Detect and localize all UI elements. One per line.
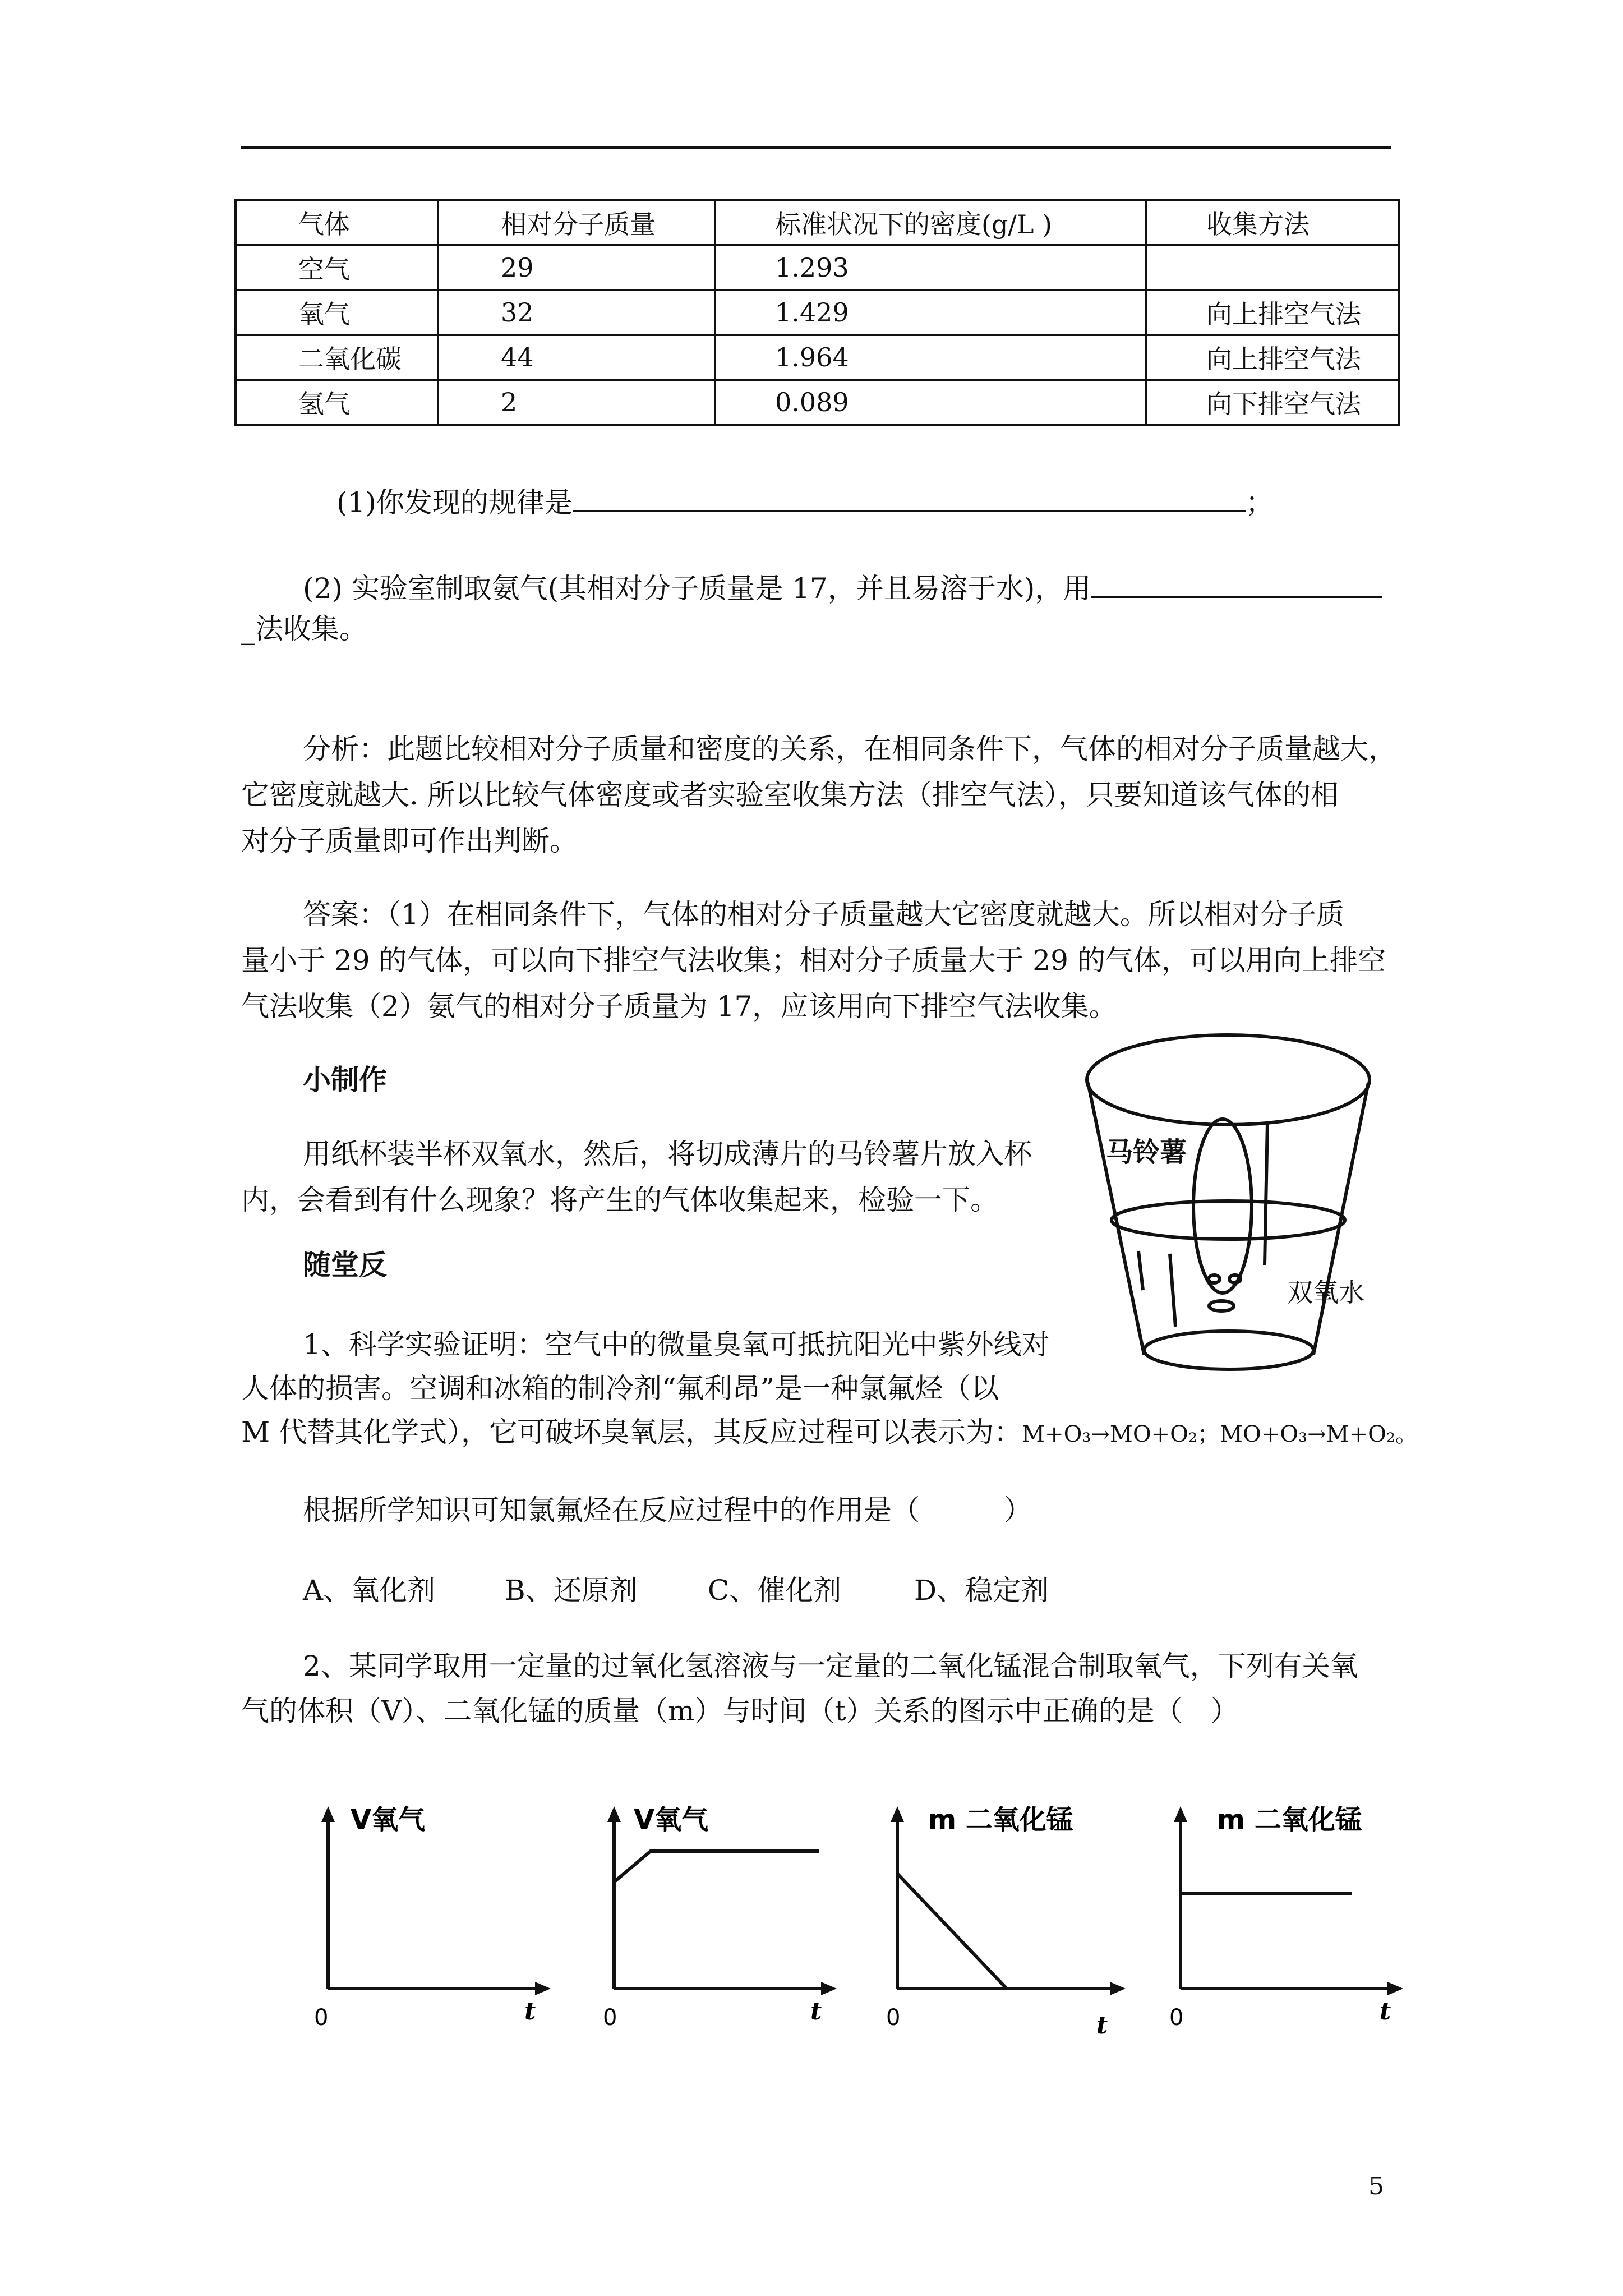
page-number: 5 — [1368, 2172, 1384, 2201]
table-row — [236, 380, 1399, 425]
oxygen-volume-curve — [614, 1851, 819, 1882]
x-axis-arrow — [821, 1982, 837, 1995]
table-cell: 44 — [438, 335, 715, 380]
table-header-row — [236, 200, 1399, 245]
x-axis-label: t — [1380, 1997, 1391, 2026]
problem-2-line: 气的体积（V）、二氧化锰的质量（m）与时间（t）关系的图示中正确的是（ ） — [241, 1695, 1239, 1727]
straw-line — [1265, 1122, 1267, 1265]
origin-label: 0 — [886, 2005, 901, 2031]
liquid-surface — [1112, 1201, 1345, 1239]
table-row — [236, 335, 1399, 380]
table-cell: 1.429 — [715, 290, 1146, 335]
problem-1-line3 — [241, 1418, 1418, 1446]
option-d: D、稳定剂 — [914, 1574, 1049, 1607]
table-row — [236, 245, 1399, 290]
graph-b — [589, 1795, 858, 2031]
table-cell: 1.293 — [715, 245, 1146, 290]
problem-1-line: 1、科学实验证明：空气中的微量臭氧可抵抗阳光中紫外线对 — [303, 1328, 1050, 1361]
y-axis-arrow — [607, 1806, 621, 1822]
equation-1: M+O₃→MO+O₂； — [1022, 1421, 1220, 1447]
graph-a — [303, 1795, 572, 2031]
x-axis-arrow — [1110, 1982, 1126, 1995]
craft-line: 内，会看到有什么现象？将产生的气体收集起来，检验一下。 — [241, 1184, 998, 1216]
y-axis-label: m 二氧化锰 — [1217, 1804, 1362, 1835]
graph-d — [1155, 1795, 1430, 2031]
question-1-text: (1)你发现的规律是 — [336, 486, 573, 519]
table-cell: 氧气 — [236, 290, 438, 335]
bubble — [1229, 1275, 1241, 1283]
answer-blank — [1091, 571, 1382, 598]
table-cell: 向上排空气法 — [1146, 290, 1399, 335]
table-cell: 空气 — [236, 245, 438, 290]
cup-rim — [1087, 1035, 1370, 1125]
x-axis-arrow — [535, 1982, 551, 1995]
answer-line: 量小于 29 的气体，可以向下排空气法收集；相对分子质量大于 29 的气体，可以用向上排空 — [241, 944, 1386, 977]
analysis-line: 分析：此题比较相对分子质量和密度的关系，在相同条件下，气体的相对分子质量越大， — [303, 733, 1396, 765]
answer-blank — [573, 485, 1246, 512]
question-1 — [336, 485, 1274, 517]
analysis-line: 对分子质量即可作出判断。 — [241, 825, 578, 857]
option-a: A、氧化剂 — [303, 1574, 436, 1607]
table-row — [236, 290, 1399, 335]
x-axis-arrow — [1387, 1982, 1403, 1995]
question-2-line1 — [303, 571, 1382, 605]
question-1-end: ； — [1245, 486, 1274, 519]
question-2-text: (2) 实验室制取氨气(其相对分子质量是 17，并且易溶于水)，用 — [303, 572, 1091, 605]
x-axis-label: t — [810, 1997, 822, 2026]
table-header-cell: 标准状况下的密度(g/L ) — [715, 200, 1146, 245]
problem-1-text: M 代替其化学式），它可破坏臭氧层，其反应过程可以表示为： — [241, 1416, 1022, 1448]
cup-left-side — [1088, 1083, 1144, 1355]
table-cell: 向下排空气法 — [1146, 380, 1399, 425]
y-axis-label: V氧气 — [351, 1804, 426, 1835]
answer-line: 答案：（1）在相同条件下，气体的相对分子质量越大它密度就越大。所以相对分子质 — [303, 898, 1344, 931]
y-axis-label: m 二氧化锰 — [928, 1804, 1073, 1835]
table-header-cell: 相对分子质量 — [438, 200, 715, 245]
graph-c — [872, 1795, 1152, 2042]
option-b: B、还原剂 — [505, 1574, 638, 1607]
analysis-line: 它密度就越大. 所以比较气体密度或者实验室收集方法（排空气法），只要知道该气体的相 — [241, 779, 1339, 811]
equation-2: MO+O₃→M+O₂。 — [1220, 1421, 1418, 1447]
question-2-line2: _法收集。 — [241, 613, 367, 645]
table-cell: 32 — [438, 290, 715, 335]
origin-label: 0 — [1169, 2005, 1184, 2031]
craft-title: 小制作 — [303, 1063, 387, 1096]
gas-properties-table — [234, 199, 1400, 426]
table-header-cell: 气体 — [236, 200, 438, 245]
bubble — [1209, 1275, 1220, 1283]
cup-right-side — [1313, 1083, 1368, 1355]
table-cell — [1146, 245, 1399, 290]
header-rule — [241, 146, 1391, 149]
table-cell: 二氧化碳 — [236, 335, 438, 380]
table-cell: 氢气 — [236, 380, 438, 425]
table-cell: 29 — [438, 245, 715, 290]
problem-1-line: 人体的损害。空调和冰箱的制冷剂“氟利昂”是一种氯氟烃（以 — [241, 1372, 999, 1405]
origin-label: 0 — [314, 2005, 329, 2031]
x-axis-label: t — [524, 1997, 536, 2026]
bubble — [1209, 1301, 1234, 1311]
craft-line: 用纸杯装半杯双氧水，然后，将切成薄片的马铃薯片放入杯 — [303, 1138, 1032, 1170]
problem-2-line: 2、某同学取用一定量的过氧化氢溶液与一定量的二氧化锰混合制取氧气，下列有关氧 — [303, 1650, 1358, 1682]
table-cell: 2 — [438, 380, 715, 425]
table-header-cell: 收集方法 — [1146, 200, 1399, 245]
origin-label: 0 — [603, 2005, 617, 2031]
paper-cup-illustration — [1071, 1027, 1385, 1374]
mno2-mass-curve — [897, 1874, 1007, 1989]
y-axis-arrow — [1174, 1806, 1187, 1822]
potato-label: 马铃薯 — [1106, 1137, 1187, 1168]
bubble-trail — [1170, 1254, 1175, 1327]
hydrogen-peroxide-label: 双氧水 — [1287, 1277, 1364, 1308]
cup-bottom — [1144, 1331, 1313, 1369]
table-cell: 1.964 — [715, 335, 1146, 380]
y-axis-arrow — [891, 1806, 904, 1822]
y-axis-arrow — [321, 1806, 335, 1822]
table-cell: 0.089 — [715, 380, 1146, 425]
bubble-trail — [1138, 1251, 1143, 1290]
table-cell: 向上排空气法 — [1146, 335, 1399, 380]
x-axis-label: t — [1096, 2011, 1108, 2040]
potato-slice — [1193, 1119, 1252, 1293]
practice-title: 随堂反 — [303, 1248, 387, 1281]
y-axis-label: V氧气 — [634, 1804, 709, 1835]
answer-line: 气法收集（2）氨气的相对分子质量为 17，应该用向下排空气法收集。 — [241, 990, 1117, 1023]
option-c: C、催化剂 — [708, 1574, 842, 1607]
problem-1-question: 根据所学知识可知氯氟烃在反应过程中的作用是（ ） — [303, 1494, 1032, 1526]
